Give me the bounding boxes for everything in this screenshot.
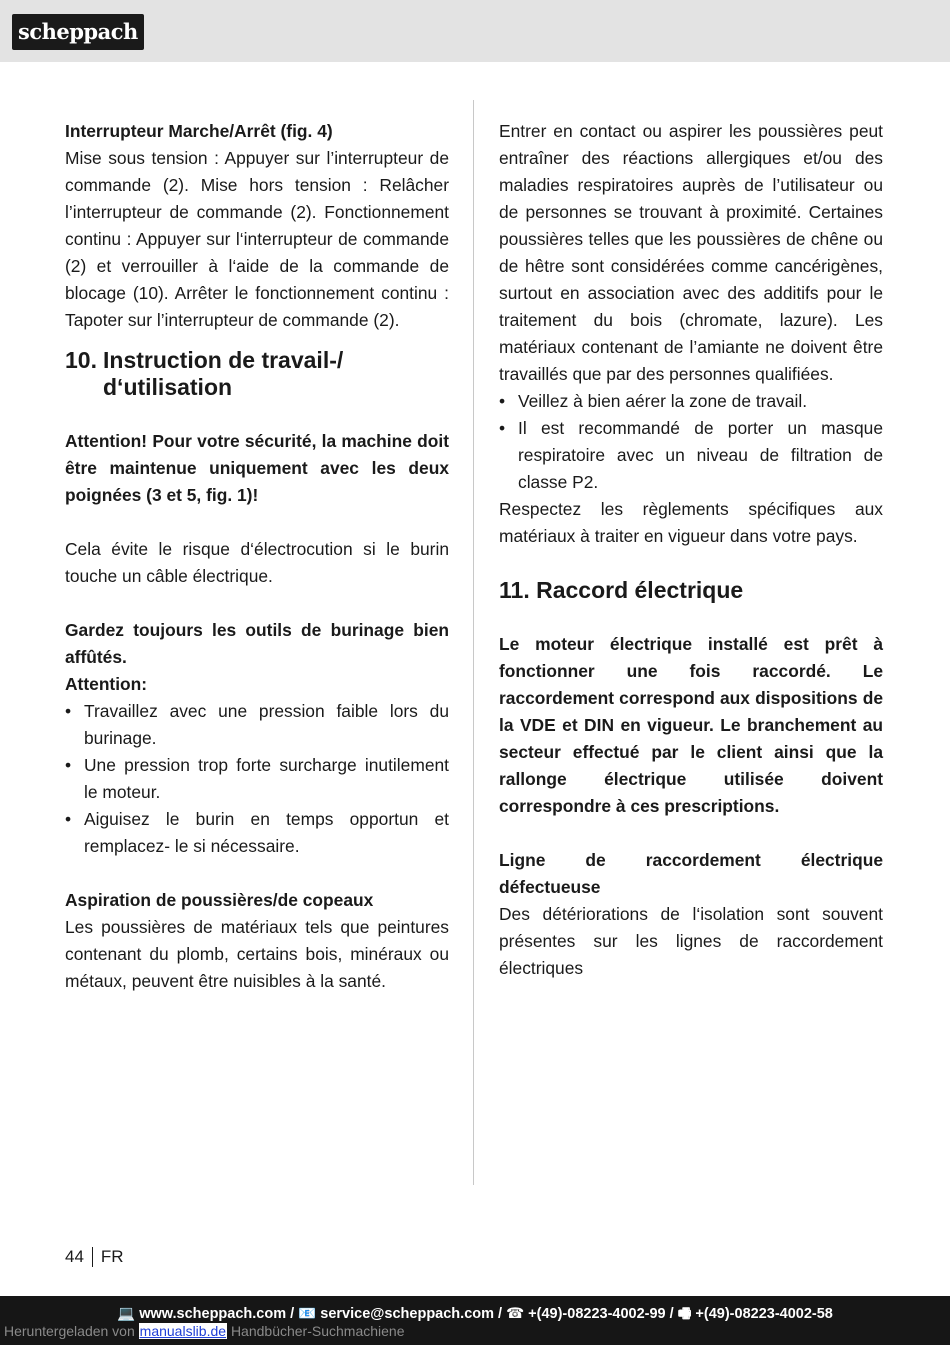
manualslib-link[interactable]: manualslib.de xyxy=(139,1323,227,1339)
attention-label: Attention: xyxy=(65,674,148,694)
section-10-title: Instruction de travail-/ d‘utilisation xyxy=(103,347,344,400)
motor-connection-text: Le moteur électrique installé est prêt à fonctionner une fois raccordé. Le raccordement correspond aux dispositions de la VDE et DIN en vigueur. Le branchement au secteur effectué par le client ainsi que la rallonge électrique utilisée doivent correspondre à ces prescriptions. xyxy=(499,634,883,816)
download-prefix: Heruntergeladen von xyxy=(4,1323,135,1339)
scheppach-logo: scheppach xyxy=(12,14,144,50)
list-item: • Une pression trop forte surcharge inutilement le moteur. xyxy=(65,752,449,806)
right-column xyxy=(499,118,883,982)
download-suffix: Handbücher-Suchmachiene xyxy=(230,1323,405,1339)
page-number: 44 xyxy=(65,1247,84,1266)
page-footer xyxy=(0,1296,950,1345)
regulations-text: Respectez les règlements spécifiques aux matériaux à traiter en vigueur dans votre pays. xyxy=(499,499,883,546)
section-10-number: 10. xyxy=(65,347,97,373)
footer-contact-line: 💻 www.scheppach.com / 📧 service@scheppach.com / ☎ +(49)-08223-4002-99 / 🖷 +(49)-08223-4002-58 xyxy=(117,1306,833,1322)
list-item: • Veillez à bien aérer la zone de travail. xyxy=(499,388,883,415)
defect-title: Ligne de raccordement électrique défectueuse xyxy=(499,850,883,897)
page-number-area xyxy=(65,1244,124,1270)
dust-text: Les poussières de matériaux tels que peintures contenant du plomb, certains bois, minéraux ou métaux, peuvent être nuisibles à la santé. xyxy=(65,917,449,991)
switch-title: Interrupteur Marche/Arrêt (fig. 4) xyxy=(65,121,333,141)
dust-intro-text: Entrer en contact ou aspirer les poussières peut entraîner des réactions allergiques et/ou des maladies respiratoires auprès de l’utilisateur ou de personnes se trouvant à proximité. Certaines poussières telles que les poussières de chêne ou de hêtre sont considérées comme cancérigènes, surtout en association avec des additifs pour le traitement du bois (chromate, lazure). Les matériaux contenant de l’amiante ne doivent être travaillés que par des personnes qualifiées. xyxy=(499,121,883,384)
section-11-title: 11. Raccord électrique xyxy=(499,577,744,603)
list-item: • Il est recommandé de porter un masque respiratoire avec un niveau de filtration de classe P2. xyxy=(499,415,883,496)
electrocution-text: Cela évite le risque d‘électrocution si le burin touche un câble électrique. xyxy=(65,539,449,586)
column-divider xyxy=(473,100,474,1185)
section-10-heading xyxy=(65,347,449,401)
list-item: • Travaillez avec une pression faible lors du burinage. xyxy=(65,698,449,752)
page-number-separator xyxy=(92,1247,93,1267)
switch-text: Mise sous tension : Appuyer sur l’interrupteur de commande (2). Mise hors tension : Relâcher l’interrupteur de commande (2). Fonctionnement continu : Appuyer sur l‘interrupteur de commande (2) et verrouiller à l‘aide de la commande de blocage (10). Arrêter le fonctionnement continu : Tapoter sur l’interrupteur de commande (2). xyxy=(65,148,449,330)
list-item: • Aiguisez le burin en temps opportun et remplacez- le si nécessaire. xyxy=(65,806,449,860)
defect-text: Des détériorations de l‘isolation sont souvent présentes sur les lignes de raccordement électriques xyxy=(499,904,883,978)
left-column xyxy=(65,118,449,995)
page-header xyxy=(0,0,950,62)
sharpen-title: Gardez toujours les outils de burinage bien affûtés. xyxy=(65,620,449,667)
language-code: FR xyxy=(100,1247,124,1266)
attention-warning: Attention! Pour votre sécurité, la machine doit être maintenue uniquement avec les deux poignées (3 et 5, fig. 1)! xyxy=(65,431,449,505)
dust-title: Aspiration de poussières/de copeaux xyxy=(65,890,374,910)
dust-bullet-list xyxy=(499,388,883,496)
chiseling-bullet-list xyxy=(65,698,449,860)
download-notice xyxy=(4,1322,405,1340)
